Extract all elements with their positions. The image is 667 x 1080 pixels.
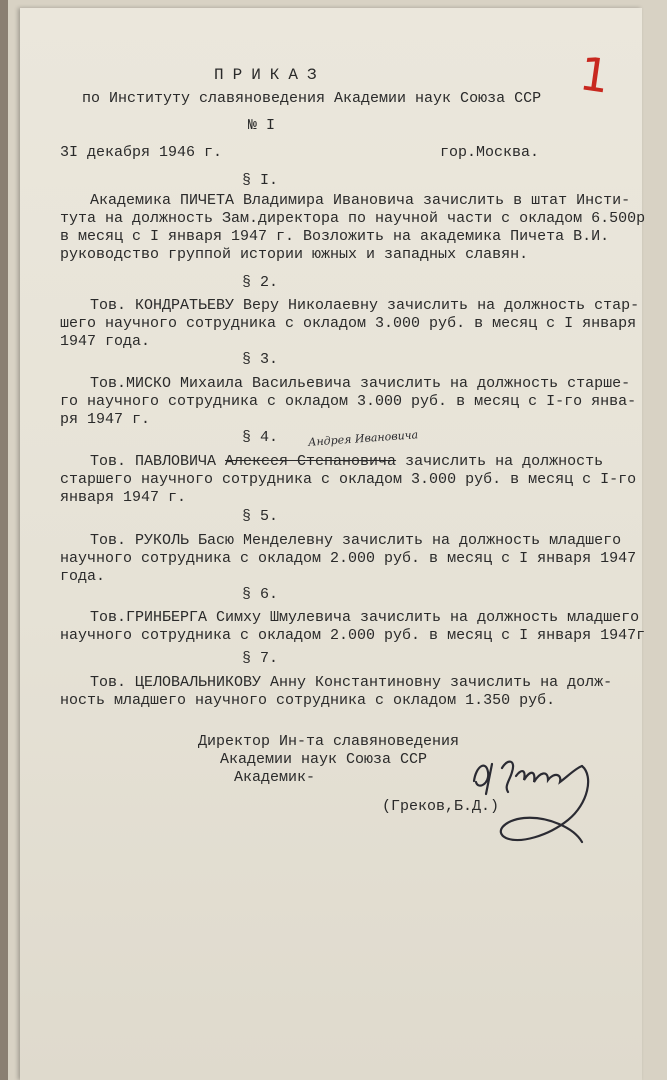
section-line: Тов. ЦЕЛОВАЛЬНИКОВУ Анну Константиновну зачислить на долж- [90,674,613,691]
section-line: января 1947 г. [60,489,187,506]
handwritten-signature [464,746,614,856]
section-line: Тов.МИСКО Михаила Васильевича зачислить на должность старше- [90,375,631,392]
section-line: 1947 года. [60,333,151,350]
signature-title-line: Директор Ин-та славяноведения [198,733,460,750]
order-number: № I [248,117,276,134]
order-place: гор.Москва. [440,144,540,161]
section-line: тута на должность Зам.директора по научной части с окладом 6.500р [60,210,646,227]
signatory-name: (Греков,Б.Д.) [382,798,500,815]
section-line: руководство группой истории южных и западных славян. [60,246,529,263]
section-mark: § I. [242,172,279,189]
order-subtitle: по Институту славяноведения Академии наук Союза ССР [82,90,542,107]
signature-title-line: Академик- [234,769,316,786]
section-line: Тов.ГРИНБЕРГА Симху Шмулевича зачислить на должность младшего [90,609,640,626]
section-line: го научного сотрудника с окладом 3.000 руб. в месяц с I-го янва- [60,393,637,410]
text-span: Тов. ПАВЛОВИЧА [90,453,226,470]
signature-title-line: Академии наук Союза ССР [220,751,428,768]
paper-sheet [20,8,646,1080]
section-mark: § 4. [242,429,279,446]
struck-text: Алексея Степановича [225,453,397,470]
section-line: научного сотрудника с окладом 2.000 руб. в месяц с I января 1947 [60,550,637,567]
section-line: Тов. КОНДРАТЬЕВУ Веру Николаевну зачислить на должность стар- [90,297,640,314]
section-line [90,453,603,471]
section-mark: § 5. [242,508,279,525]
section-line: в месяц с I января 1947 г. Возложить на академика Пичета В.И. [60,228,610,245]
section-mark: § 3. [242,351,279,368]
section-line: года. [60,568,106,585]
section-mark: § 6. [242,586,279,603]
section-line: научного сотрудника с окладом 2.000 руб. в месяц с I января 1947г [60,627,646,644]
section-line: ность младшего научного сотрудника с окладом 1.350 руб. [60,692,556,709]
section-line: Академика ПИЧЕТА Владимира Ивановича зачислить в штат Инсти- [90,192,631,209]
page-number: 1 [576,46,613,104]
order-date: 3I декабря 1946 г. [60,144,223,161]
section-line: Тов. РУКОЛЬ Басю Менделевну зачислить на должность младшего [90,532,622,549]
section-line: ря 1947 г. [60,411,151,428]
section-mark: § 2. [242,274,279,291]
section-line: старшего научного сотрудника с окладом 3.000 руб. в месяц с I-го [60,471,637,488]
section-line: шего научного сотрудника с окладом 3.000 руб. в месяц с I января [60,315,637,332]
handwritten-correction: Андрея Ивановича [307,428,419,449]
order-title: ПРИКАЗ [214,66,326,84]
section-mark: § 7. [242,650,279,667]
text-span: зачислить на должность [396,453,604,470]
